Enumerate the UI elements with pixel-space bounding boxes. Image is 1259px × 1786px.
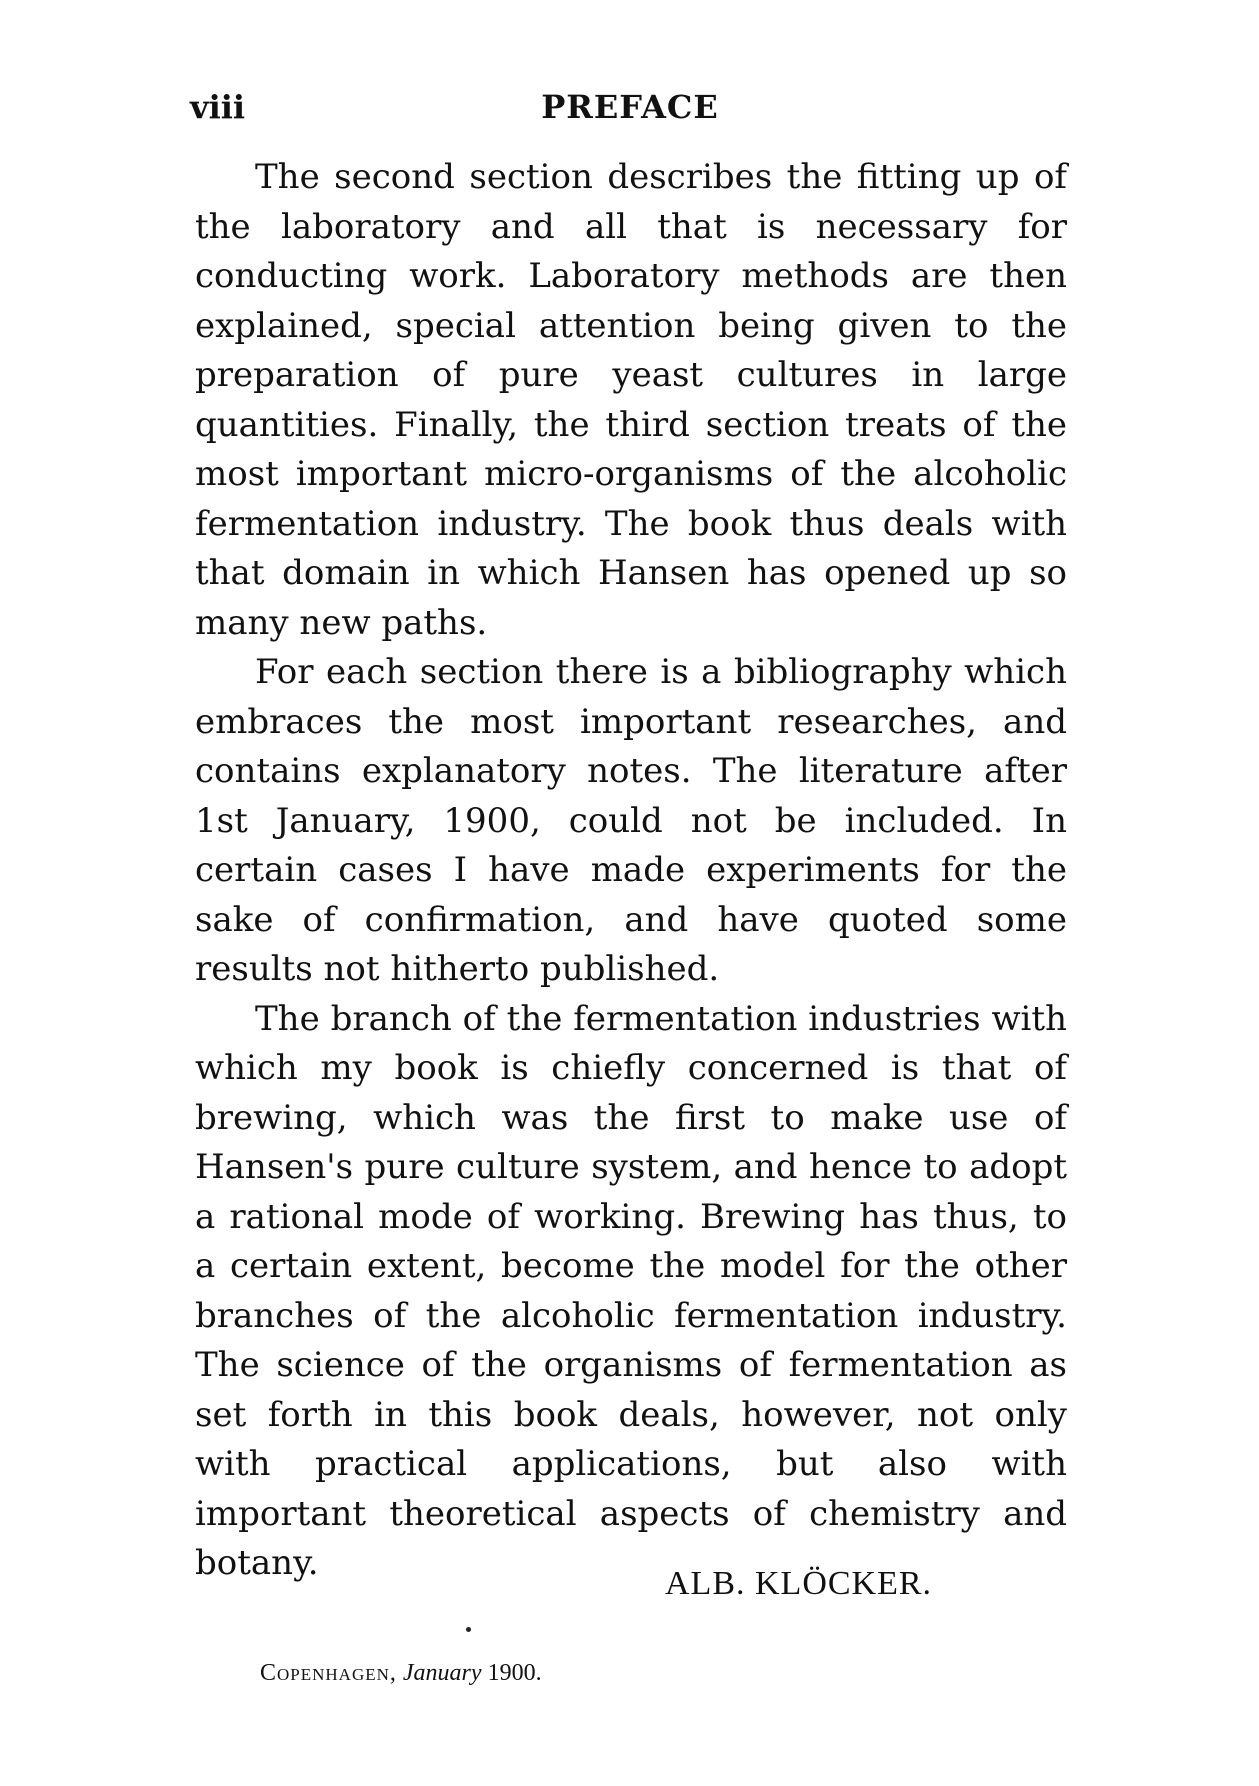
dateline-year: 1900. — [487, 1660, 542, 1686]
paragraph-bibliography: For each section there is a bibliography which embraces the most important researches, and contains explanatory notes. The literature after 1st January, 1900, could not be included. In certain cases I have made experiments for the sake of confirmation, and have quoted some results not hitherto published. — [195, 652, 1067, 989]
dateline — [260, 1660, 542, 1687]
dateline-month: January — [402, 1660, 482, 1686]
print-speck — [466, 1627, 471, 1632]
page-number: viii — [190, 88, 246, 126]
author-signature: ALB. KLÖCKER. — [665, 1565, 933, 1602]
dateline-place: Copenhagen, — [260, 1660, 397, 1686]
page-header — [190, 88, 1070, 128]
running-head: PREFACE — [541, 88, 719, 126]
paragraph-brewing: The branch of the fermentation industries with which my book is chiefly concerned is that of brewing, which was the first to make use of Hansen's pure culture system, and hence to adopt a rational mode of working. Brewing has thus, to a certain extent, become the model for the other branches of the alcoholic fermentation industry. The science of the organisms of fermentation as set forth in this book deals, however, not only with practical applications, but also with important theoretical aspects of chemistry and botany. — [195, 998, 1067, 1583]
preface-body — [195, 153, 1067, 1589]
paragraph-sections: The second section describes the fitting up of the laboratory and all that is necessary for conducting work. Laboratory methods are then explained, special attention being given to the preparation of pure yeast cultures in large quantities. Finally, the third section treats of the most important micro-organisms of the alcoholic fermentation industry. The book thus deals with that domain in which Hansen has opened up so many new paths. — [195, 157, 1067, 643]
